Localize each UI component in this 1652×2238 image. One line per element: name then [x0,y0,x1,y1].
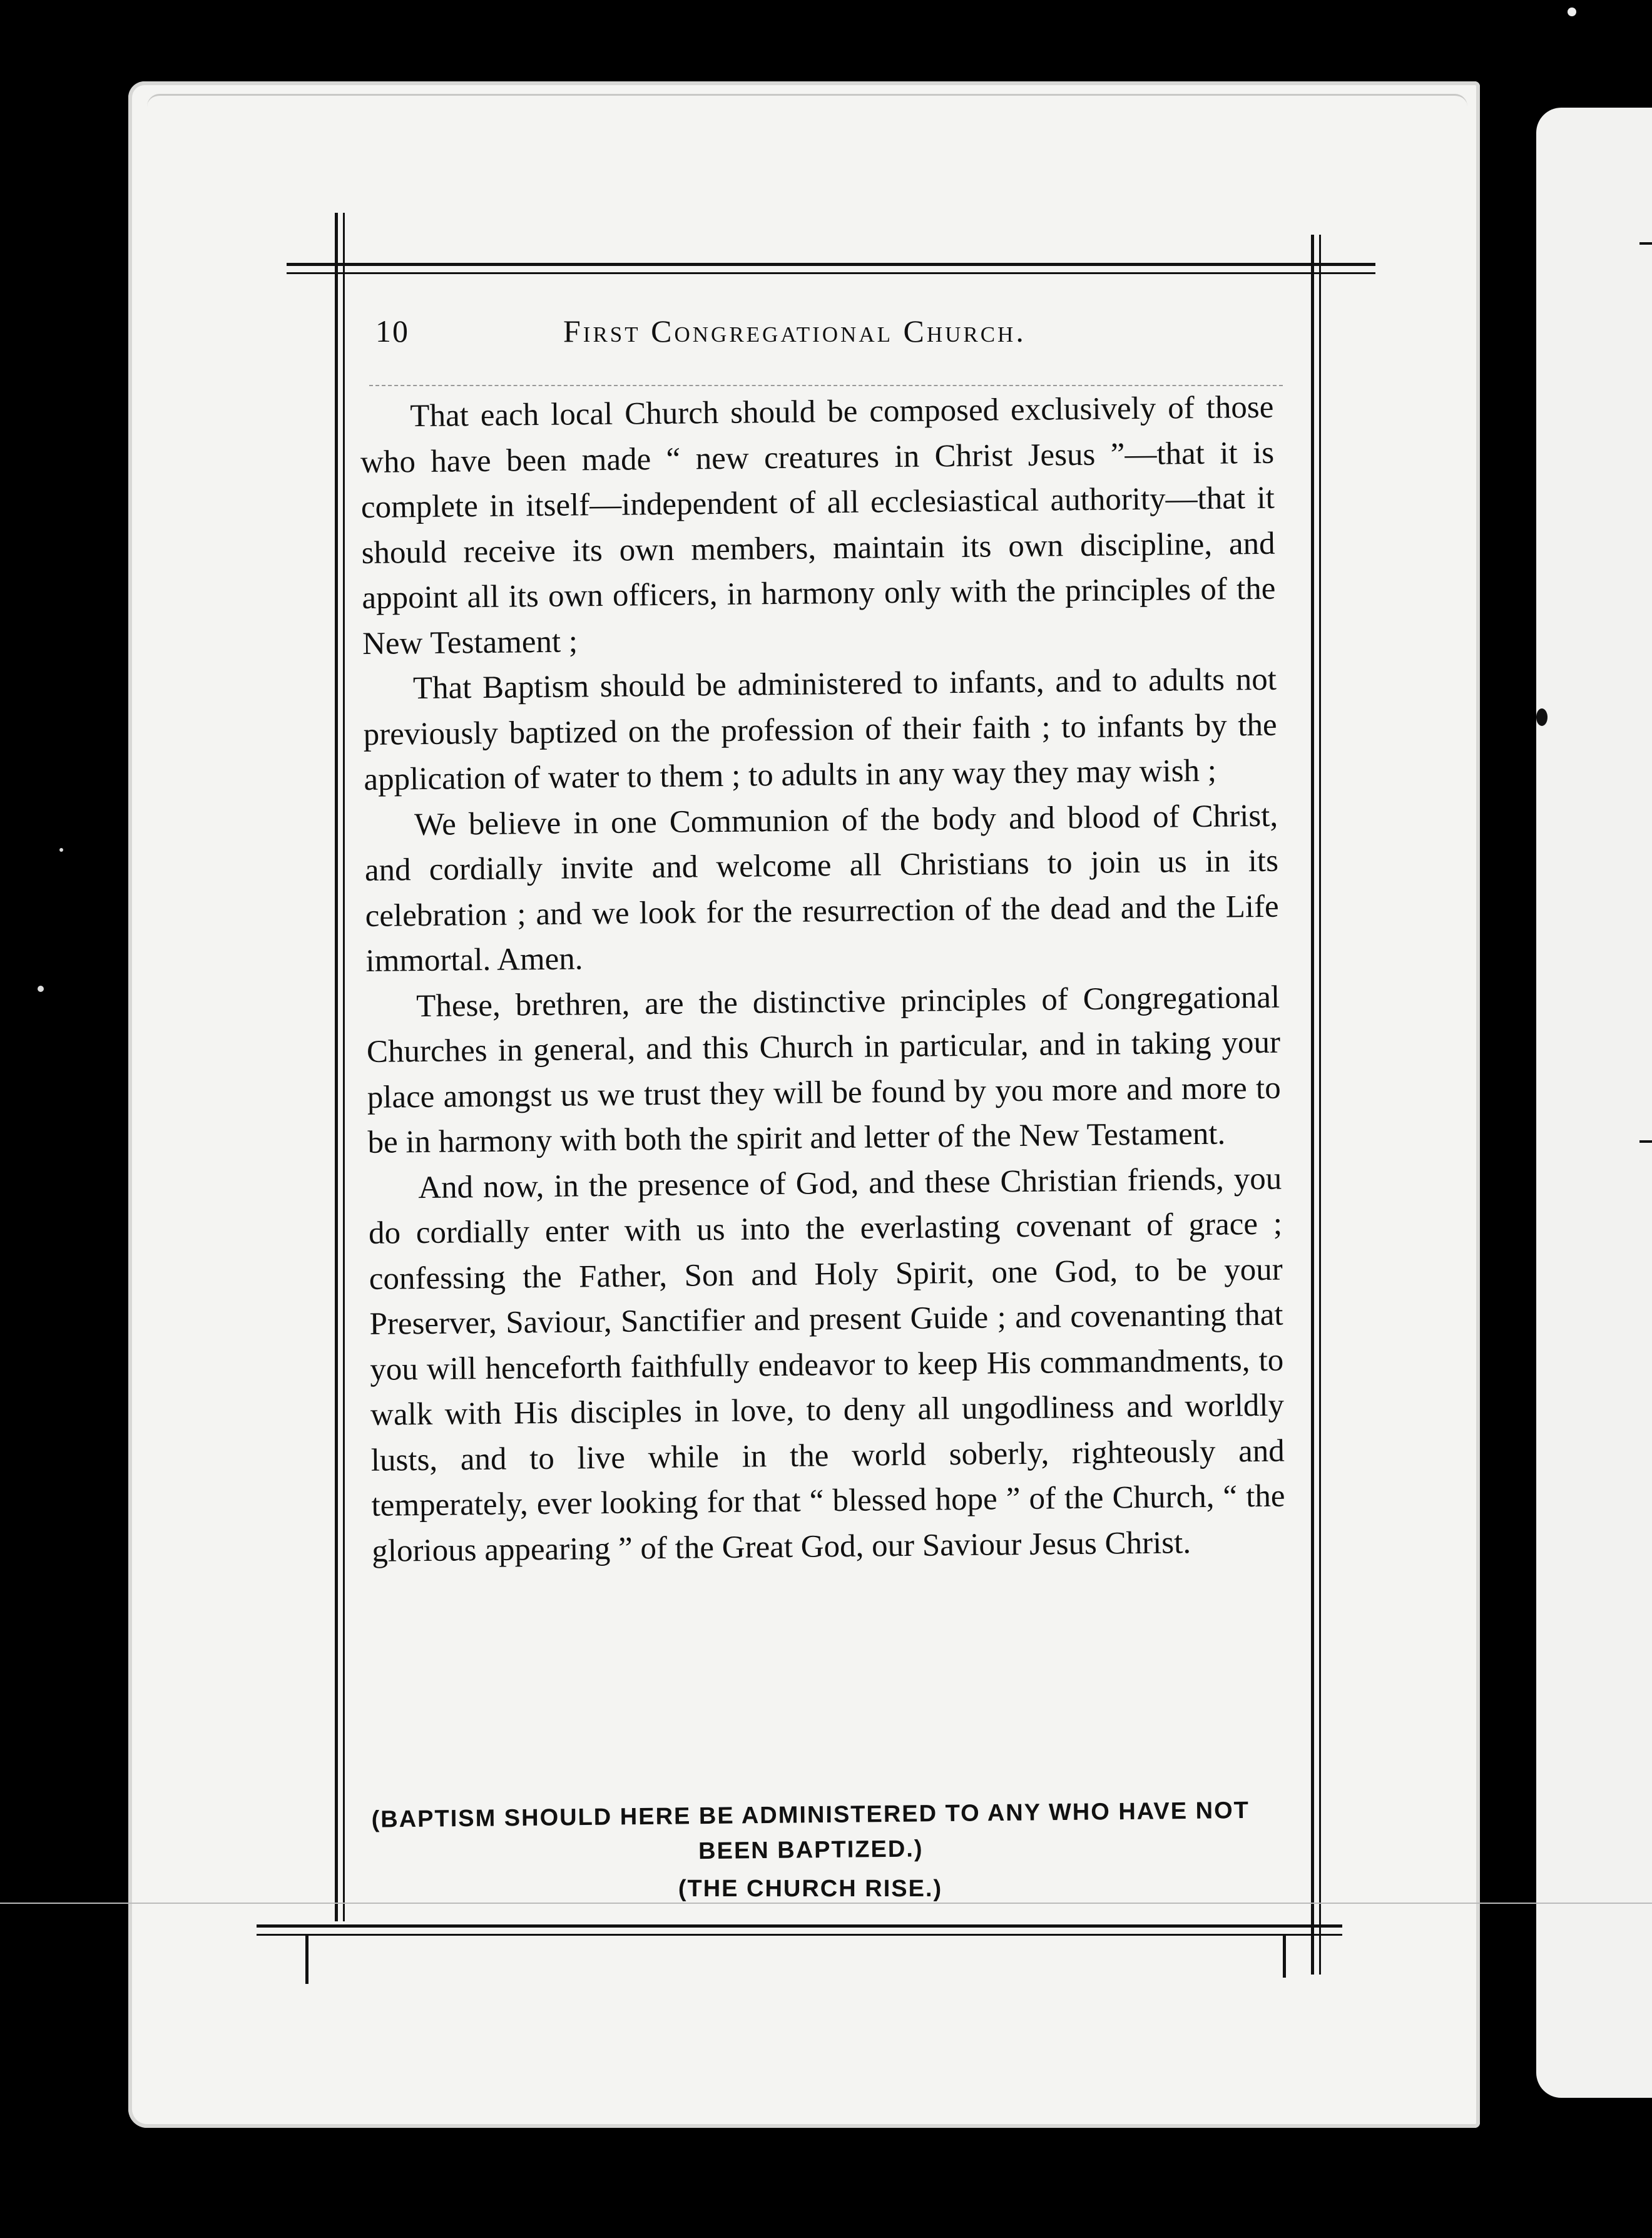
page-header [375,313,1289,363]
frame-right-rule [1311,235,1314,1975]
frame-bottom-rule-inner [257,1934,1342,1936]
paragraph: These, brethren, are the distinctive principles of Congregational Churches in general, and this Church in particular, and in taking your place amongst us we trust they will be found by you more and more to be in harmony with both the spirit and letter of the New Testament. [366,979,1281,1160]
adjacent-page-mark [1536,708,1547,726]
paragraph: We believe in one Communion of the body and blood of Christ, and cordially invite and welcome all Christians to join us in its celebration ; and we look for the resurrection of the dead and the Life immortal. Amen. [364,798,1279,979]
frame-corner-tick [1283,1934,1286,1978]
adjacent-page-mark [1639,242,1652,245]
paragraph: That Baptism should be administered to infants, and to adults not previously baptized on the profession of their faith ; to infants by the application of water to them ; to adults in any way they may wish ; [363,662,1277,797]
scan-speck [59,848,63,852]
church-rise-instruction: (THE CHURCH RISE.) [678,1876,943,1902]
page-edge [147,94,1467,133]
scan-artifact-line [0,1903,1652,1904]
frame-corner-tick [305,1934,308,1984]
scan-speck [1568,8,1576,16]
adjacent-page [1536,108,1652,2098]
running-title: First Congregational Church. [563,314,1026,349]
frame-left-rule-inner [343,213,345,1921]
paragraph: And now, in the presence of God, and these Christian friends, you do cordially enter with us into the everlasting covenant of grace ; confessing the Father, Son and Holy Spirit, one God, to be your Preserver, Saviour, Sanctifier and present Guide ; and covenanting that you will henceforth faithfully endeavor to keep His commandments, to walk with His disciples in love, to deny all ungodliness and worldly lusts, and to live while in the world soberly, righteously and temperately, ever looking for that “ blessed hope ” of the Church, “ the glorious appearing ” of the Great God, our Saviour Jesus Christ. [368,1161,1285,1569]
frame-top-rule-inner [287,272,1375,274]
scan-speck [38,986,44,992]
paragraph: That each local Church should be composed exclusively of those who have been made “ new creatures in Christ Jesus ”—that it is complete in itself—independent of all ecclesiastical authority—that it should receive its own members, maintain its own discipline, and appoint all its own officers, in harmony only with the principles of the New Testament ; [360,389,1276,662]
baptism-instruction: (BAPTISM SHOULD HERE BE ADMINISTERED TO ANY WHO HAVE NOT BEEN BAPTIZED.) [371,1797,1250,1865]
adjacent-page-mark [1639,1140,1652,1143]
frame-left-rule [335,213,338,1921]
frame-bottom-rule [257,1924,1342,1928]
body-text [360,385,1286,1574]
frame-top-rule [287,263,1375,266]
page-number: 10 [375,314,409,349]
frame-right-rule-inner [1319,235,1321,1975]
